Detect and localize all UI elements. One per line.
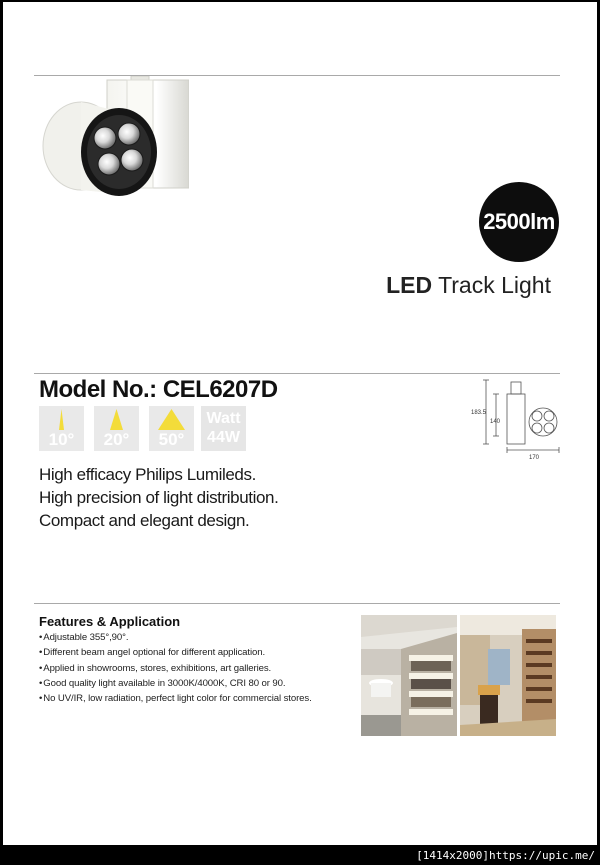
feature-item: • Good quality light available in 3000K/4000K, CRI 80 or 90. xyxy=(39,676,312,691)
description-line: High precision of light distribution. xyxy=(39,488,279,507)
beam-angle-50 xyxy=(149,406,194,451)
beam-angle-label: 20° xyxy=(103,430,130,449)
spec-sheet xyxy=(3,2,597,845)
feature-item: • Adjustable 355°,90°. xyxy=(39,630,312,645)
product-title-rest: Track Light xyxy=(438,272,551,298)
dimension-drawing xyxy=(469,378,569,460)
beam-angle-label: 10° xyxy=(48,430,75,449)
description xyxy=(39,463,278,532)
divider-middle xyxy=(34,373,560,374)
feature-item: • Applied in showrooms, stores, exhibitions, art galleries. xyxy=(39,661,312,676)
product-title-led: LED xyxy=(386,272,433,298)
model-number: Model No.: CEL6207D xyxy=(39,376,278,403)
lumen-badge: 2500lm xyxy=(479,182,559,262)
watt-value: 44W xyxy=(207,429,240,446)
beam-angle-10 xyxy=(39,406,84,451)
divider-bottom xyxy=(34,603,560,604)
description-line: High efficacy Philips Lumileds. xyxy=(39,465,256,484)
showroom-photo-2 xyxy=(460,615,556,736)
track-light-photo xyxy=(39,76,189,218)
wattage-box xyxy=(201,406,246,451)
watt-label: Watt xyxy=(206,410,241,427)
features-heading: Features & Application xyxy=(39,614,181,629)
description-line: Compact and elegant design. xyxy=(39,511,250,530)
beam-angle-20 xyxy=(94,406,139,451)
beam-angle-label: 50° xyxy=(158,430,185,449)
drawing-width-label: 170 xyxy=(529,455,540,460)
drawing-height-label: 183.5 xyxy=(471,410,487,416)
features-list xyxy=(39,630,312,706)
source-footer: [1414x2000]https://upic.me/ xyxy=(416,849,595,862)
feature-item: • No UV/IR, low radiation, perfect light color for commercial stores. xyxy=(39,691,312,706)
feature-item: • Different beam angel optional for different application. xyxy=(39,645,312,660)
showroom-photo-1 xyxy=(361,615,457,736)
product-title xyxy=(386,272,551,299)
drawing-inner-label: 140 xyxy=(490,419,501,425)
